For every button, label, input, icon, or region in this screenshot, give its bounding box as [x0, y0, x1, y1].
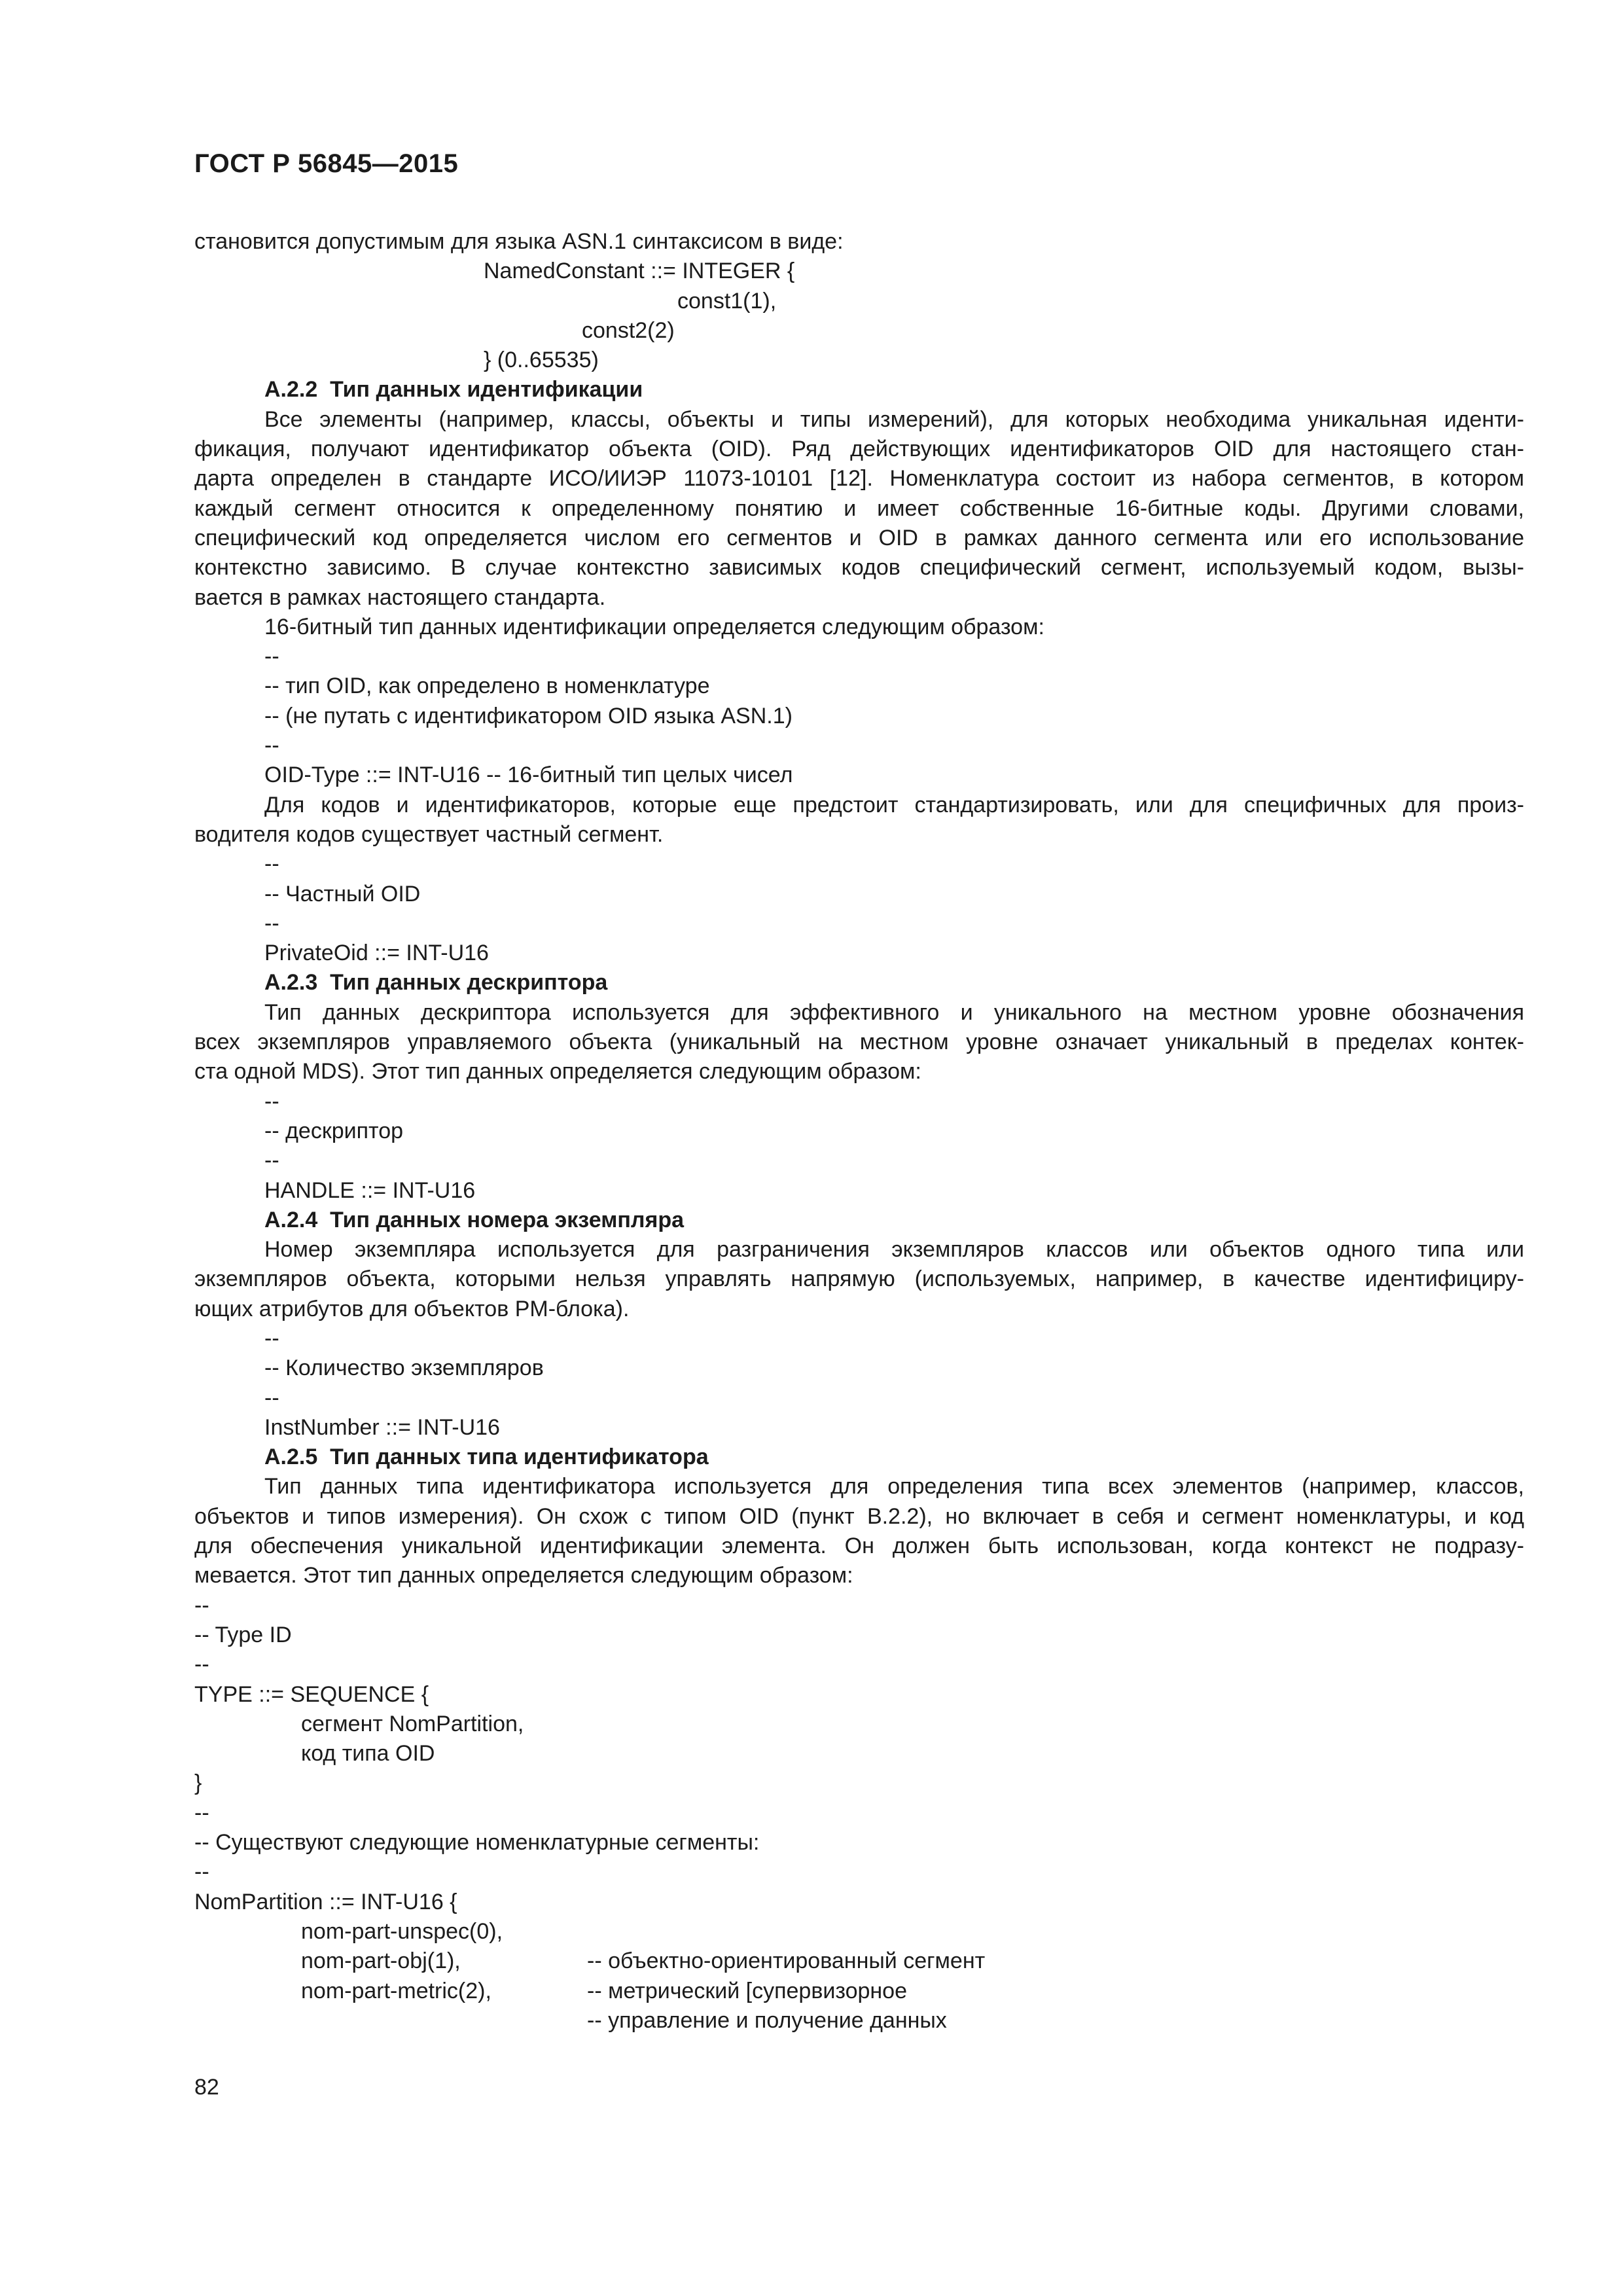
- paragraph-line: для обеспечения уникальной идентификации элемента. Он должен быть использован, когда контекст не подразу-: [194, 1534, 1524, 1559]
- code-line: TYPE ::= SEQUENCE {: [194, 1681, 429, 1707]
- code-left: nom-part-metric(2),: [301, 1978, 491, 2003]
- paragraph-line: всех экземпляров управляемого объекта (уникальный на местном уровне означает уникальный в пределах контек-: [194, 1030, 1524, 1055]
- code-line: --: [194, 1859, 209, 1885]
- code-comment: -- объектно-ориентированный сегмент: [587, 1948, 986, 1974]
- code-line: -- Частный OID: [264, 881, 421, 906]
- section-heading: A.2.5 Тип данных типа идентификатора: [264, 1444, 709, 1470]
- code-line: --: [264, 1385, 279, 1410]
- code-line: -- (не путать с идентификатором OID языка ASN.1): [264, 703, 793, 728]
- code-line: --: [194, 1652, 209, 1677]
- code-line: InstNumber ::= INT-U16: [264, 1414, 500, 1440]
- code-line: --: [194, 1800, 209, 1825]
- code-line: } (0..65535): [484, 348, 599, 373]
- paragraph-line: фикация, получают идентификатор объекта (OID). Ряд действующих идентификаторов OID для настоящего стан-: [194, 437, 1524, 462]
- paragraph-line: Все элементы (например, классы, объекты и типы измерений), для которых необходима уникальная иденти-: [264, 406, 1524, 432]
- code-line: [194, 1917, 1524, 1946]
- code-line: [194, 2006, 1524, 2036]
- section-heading: A.2.3 Тип данных дескриптора: [264, 970, 608, 996]
- paragraph-line: Тип данных дескриптора используется для эффективного и уникального на местном уровне обозначения: [264, 999, 1524, 1025]
- code-line: OID-Type ::= INT-U16 -- 16-битный тип целых чисел: [264, 762, 793, 788]
- code-left: nom-part-unspec(0),: [301, 1918, 503, 1944]
- paragraph-line: Для кодов и идентификаторов, которые еще предстоит стандартизировать, или для специфичных для произ-: [264, 792, 1524, 817]
- code-comment: -- управление и получение данных: [587, 2007, 947, 2033]
- paragraph-line: 16-битный тип данных идентификации определяется следующим образом:: [264, 614, 1044, 639]
- code-line: NamedConstant ::= INTEGER {: [484, 259, 795, 284]
- paragraph-line: мевается. Этот тип данных определяется следующим образом:: [194, 1563, 853, 1588]
- code-line: -- Type ID: [194, 1622, 292, 1647]
- code-comment: -- метрический [супервизорное: [587, 1978, 907, 2003]
- code-line: --: [264, 1325, 279, 1351]
- document-body: [194, 227, 1524, 2036]
- code-line: -- Количество экземпляров: [264, 1355, 544, 1381]
- code-line: --: [264, 644, 279, 670]
- paragraph-line: контекстно зависимо. В случае контекстно зависимых кодов специфический сегмент, используемый кодом, вызы-: [194, 555, 1524, 581]
- document-header: ГОСТ Р 56845—2015: [194, 149, 459, 178]
- code-line: -- тип OID, как определено в номенклатуре: [264, 673, 710, 699]
- paragraph-line: дарта определен в стандарте ИСО/ИИЭР 11073-10101 [12]. Номенклатура состоит из набора сегментов, в котором: [194, 466, 1524, 492]
- paragraph-line: вается в рамках настоящего стандарта.: [194, 584, 606, 610]
- paragraph-line: объектов и типов измерения). Он схож с типом OID (пункт В.2.2), но включает в себя и сегмент номенклатуры, и код: [194, 1503, 1524, 1529]
- page-number: 82: [194, 2075, 219, 2100]
- code-line: --: [264, 733, 279, 759]
- code-line: сегмент NomPartition,: [301, 1711, 524, 1736]
- code-line: -- Существуют следующие номенклатурные сегменты:: [194, 1830, 760, 1856]
- paragraph-line: ста одной MDS). Этот тип данных определяется следующим образом:: [194, 1059, 921, 1085]
- code-line: [194, 1946, 1524, 1976]
- code-line: const1(1),: [677, 288, 777, 314]
- section-heading: A.2.2 Тип данных идентификации: [264, 377, 643, 403]
- paragraph-line: водителя кодов существует частный сегмент.: [194, 821, 664, 847]
- code-line: -- дескриптор: [264, 1118, 404, 1143]
- code-line: HANDLE ::= INT-U16: [264, 1177, 476, 1203]
- section-heading: A.2.4 Тип данных номера экземпляра: [264, 1207, 685, 1232]
- paragraph-line: Номер экземпляра используется для разграничения экземпляров классов или объектов одного типа или: [264, 1237, 1524, 1263]
- paragraph-line: специфический код определяется числом его сегментов и OID в рамках данного сегмента или его использование: [194, 525, 1524, 550]
- code-line: код типа OID: [301, 1741, 435, 1767]
- code-left: nom-part-obj(1),: [301, 1948, 461, 1974]
- paragraph-line: Тип данных типа идентификатора используется для определения типа всех элементов (например, классов,: [264, 1474, 1524, 1499]
- paragraph-line: каждый сегмент относится к определенному понятию и имеет собственные 16-битные коды. Другими словами,: [194, 495, 1524, 521]
- code-line: --: [264, 1088, 279, 1114]
- code-line: [194, 1977, 1524, 2006]
- code-line: }: [194, 1770, 202, 1796]
- code-line: --: [194, 1592, 209, 1618]
- code-line: --: [264, 910, 279, 936]
- code-line: NomPartition ::= INT-U16 {: [194, 1889, 457, 1914]
- paragraph-line: экземпляров объекта, которыми нельзя управлять напрямую (используемых, например, в качестве идентифициру-: [194, 1266, 1524, 1292]
- code-line: --: [264, 1148, 279, 1174]
- code-line: --: [264, 852, 279, 877]
- code-line: const2(2): [582, 317, 675, 343]
- code-line: PrivateOid ::= INT-U16: [264, 941, 489, 966]
- paragraph-line: ющих атрибутов для объектов PM-блока).: [194, 1296, 630, 1321]
- text-line: становится допустимым для языка ASN.1 синтаксисом в виде:: [194, 229, 844, 254]
